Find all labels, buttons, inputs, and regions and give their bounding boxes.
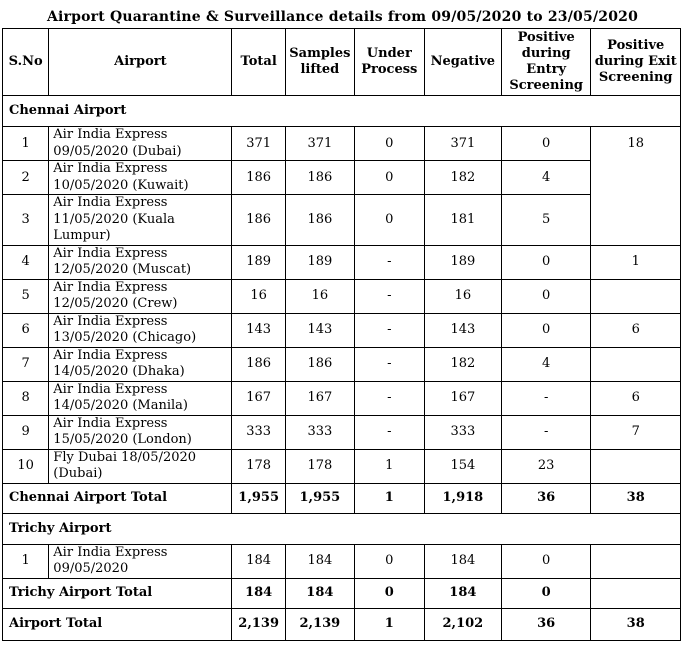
cell-entry: - (501, 415, 591, 449)
cell-entry: 4 (501, 347, 591, 381)
cell-negative: 333 (424, 415, 501, 449)
col-header-negative: Negative (424, 29, 501, 96)
table-row (3, 127, 681, 161)
cell-sno: 1 (3, 127, 49, 161)
total-entry: 36 (501, 483, 591, 513)
cell-exit: 6 (591, 381, 681, 415)
cell-under: - (354, 245, 424, 279)
table-row (3, 449, 681, 483)
cell-entry: 0 (501, 127, 591, 161)
col-header-under-process: Under Process (354, 29, 424, 96)
total-total: 1,955 (232, 483, 285, 513)
cell-negative: 184 (424, 544, 501, 578)
table-row (3, 381, 681, 415)
section-label: Chennai Airport (3, 96, 681, 127)
cell-total: 178 (232, 449, 285, 483)
cell-total: 371 (232, 127, 285, 161)
cell-samples: 186 (285, 347, 354, 381)
total-exit: 38 (591, 608, 681, 640)
cell-airport: Air India Express 12/05/2020 (Crew) (49, 279, 232, 313)
cell-negative: 181 (424, 195, 501, 246)
cell-exit (591, 544, 681, 578)
airport-total-row (3, 608, 681, 640)
table-row (3, 347, 681, 381)
cell-exit: 1 (591, 245, 681, 279)
cell-under: 0 (354, 195, 424, 246)
cell-entry: - (501, 381, 591, 415)
cell-entry: 0 (501, 544, 591, 578)
cell-under: - (354, 381, 424, 415)
cell-under: - (354, 415, 424, 449)
cell-negative: 167 (424, 381, 501, 415)
cell-total: 143 (232, 313, 285, 347)
cell-samples: 186 (285, 195, 354, 246)
cell-samples: 189 (285, 245, 354, 279)
total-total: 184 (232, 578, 285, 608)
cell-samples: 371 (285, 127, 354, 161)
cell-total: 186 (232, 195, 285, 246)
cell-entry: 5 (501, 195, 591, 246)
cell-samples: 178 (285, 449, 354, 483)
cell-negative: 16 (424, 279, 501, 313)
col-header-entry-positive: Positive during Entry Screening (501, 29, 591, 96)
table-row (3, 313, 681, 347)
total-total: 2,139 (232, 608, 285, 640)
cell-sno: 10 (3, 449, 49, 483)
cell-samples: 16 (285, 279, 354, 313)
cell-negative: 371 (424, 127, 501, 161)
section-row-chennai (3, 96, 681, 127)
cell-negative: 182 (424, 161, 501, 195)
total-under: 0 (354, 578, 424, 608)
col-header-total: Total (232, 29, 285, 96)
cell-airport: Air India Express 13/05/2020 (Chicago) (49, 313, 232, 347)
cell-samples: 186 (285, 161, 354, 195)
cell-under: 1 (354, 449, 424, 483)
section-label: Trichy Airport (3, 513, 681, 544)
total-negative: 1,918 (424, 483, 501, 513)
total-under: 1 (354, 483, 424, 513)
quarantine-table (2, 28, 681, 641)
cell-entry: 0 (501, 313, 591, 347)
total-label: Trichy Airport Total (3, 578, 232, 608)
cell-sno: 9 (3, 415, 49, 449)
cell-sno: 5 (3, 279, 49, 313)
cell-airport: Air India Express 10/05/2020 (Kuwait) (49, 161, 232, 195)
col-header-exit-positive: Positive during Exit Screening (591, 29, 681, 96)
cell-samples: 184 (285, 544, 354, 578)
cell-exit: 6 (591, 313, 681, 347)
chennai-total-row (3, 483, 681, 513)
cell-total: 186 (232, 347, 285, 381)
cell-under: 0 (354, 127, 424, 161)
cell-airport: Air India Express 14/05/2020 (Dhaka) (49, 347, 232, 381)
total-samples: 1,955 (285, 483, 354, 513)
cell-under: 0 (354, 161, 424, 195)
table-row (3, 195, 681, 246)
total-negative: 184 (424, 578, 501, 608)
cell-sno: 7 (3, 347, 49, 381)
cell-negative: 189 (424, 245, 501, 279)
section-row-trichy (3, 513, 681, 544)
total-entry: 0 (501, 578, 591, 608)
cell-under: - (354, 313, 424, 347)
cell-under: - (354, 279, 424, 313)
cell-airport: Air India Express 09/05/2020 (49, 544, 232, 578)
total-label: Airport Total (3, 608, 232, 640)
cell-sno: 1 (3, 544, 49, 578)
cell-exit (591, 279, 681, 313)
col-header-sno: S.No (3, 29, 49, 96)
cell-exit (591, 449, 681, 483)
cell-samples: 143 (285, 313, 354, 347)
total-negative: 2,102 (424, 608, 501, 640)
cell-entry: 4 (501, 161, 591, 195)
table-row (3, 415, 681, 449)
total-entry: 36 (501, 608, 591, 640)
cell-entry: 23 (501, 449, 591, 483)
cell-samples: 333 (285, 415, 354, 449)
col-header-samples: Samples lifted (285, 29, 354, 96)
total-under: 1 (354, 608, 424, 640)
cell-negative: 182 (424, 347, 501, 381)
cell-airport: Air India Express 14/05/2020 (Manila) (49, 381, 232, 415)
total-label: Chennai Airport Total (3, 483, 232, 513)
cell-negative: 154 (424, 449, 501, 483)
cell-total: 186 (232, 161, 285, 195)
cell-total: 167 (232, 381, 285, 415)
header-row (3, 29, 681, 96)
total-exit: 38 (591, 483, 681, 513)
trichy-total-row (3, 578, 681, 608)
cell-total: 333 (232, 415, 285, 449)
table-row (3, 279, 681, 313)
cell-sno: 4 (3, 245, 49, 279)
cell-negative: 143 (424, 313, 501, 347)
table-row (3, 245, 681, 279)
cell-airport: Fly Dubai 18/05/2020 (Dubai) (49, 449, 232, 483)
cell-under: - (354, 347, 424, 381)
table-row (3, 161, 681, 195)
cell-airport: Air India Express 11/05/2020 (Kuala Lumpur) (49, 195, 232, 246)
page-title: Airport Quarantine & Surveillance details from 09/05/2020 to 23/05/2020 (46, 9, 639, 25)
cell-exit: 7 (591, 415, 681, 449)
cell-airport: Air India Express 15/05/2020 (London) (49, 415, 232, 449)
cell-airport: Air India Express 09/05/2020 (Dubai) (49, 127, 232, 161)
cell-sno: 8 (3, 381, 49, 415)
cell-airport: Air India Express 12/05/2020 (Muscat) (49, 245, 232, 279)
cell-total: 184 (232, 544, 285, 578)
total-samples: 2,139 (285, 608, 354, 640)
total-exit (591, 578, 681, 608)
cell-samples: 167 (285, 381, 354, 415)
cell-sno: 3 (3, 195, 49, 246)
col-header-airport: Airport (49, 29, 232, 96)
table-row (3, 544, 681, 578)
cell-under: 0 (354, 544, 424, 578)
cell-sno: 6 (3, 313, 49, 347)
cell-exit (591, 347, 681, 381)
cell-sno: 2 (3, 161, 49, 195)
total-samples: 184 (285, 578, 354, 608)
cell-total: 16 (232, 279, 285, 313)
cell-exit-merged: 18 (591, 127, 681, 246)
cell-total: 189 (232, 245, 285, 279)
cell-entry: 0 (501, 279, 591, 313)
cell-entry: 0 (501, 245, 591, 279)
